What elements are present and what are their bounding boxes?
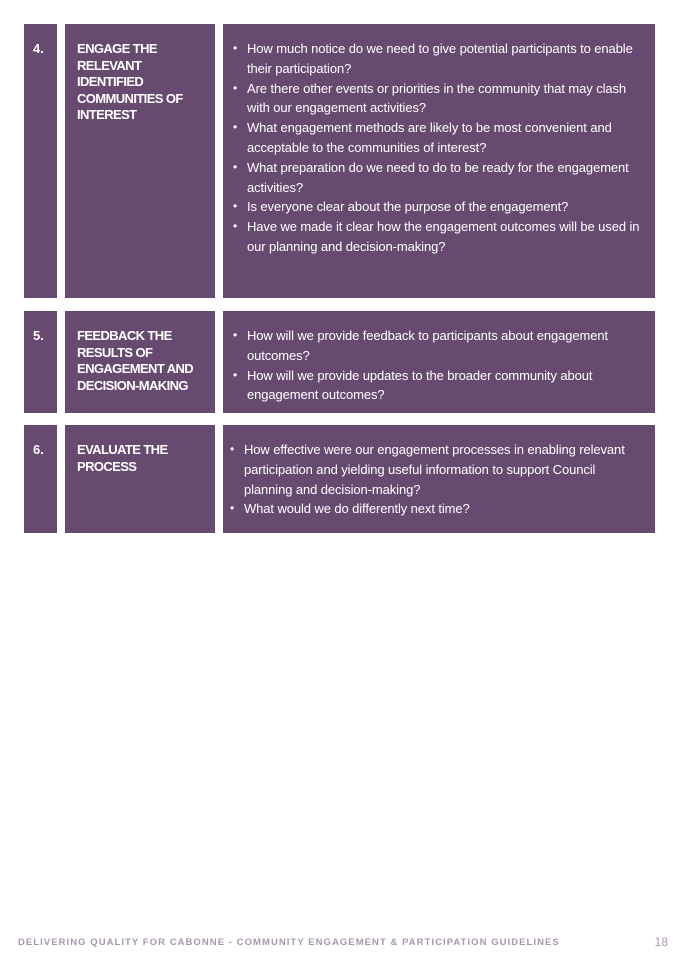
list-item: • Is everyone clear about the purpose of the engagement? (247, 197, 645, 217)
footer-title: DELIVERING QUALITY FOR CABONNE - COMMUNITY ENGAGEMENT & PARTICIPATION GUIDELINES (18, 937, 560, 948)
table-row-6 (24, 425, 655, 533)
step-questions-cell (223, 311, 655, 413)
list-item: • How much notice do we need to give potential participants to enable their participation? (247, 39, 645, 79)
question-list (228, 440, 645, 519)
list-item: • How will we provide updates to the broader community about engagement outcomes? (247, 366, 645, 406)
list-item: • Are there other events or priorities in the community that may clash with our engagement activities? (247, 79, 645, 119)
step-title-cell: FEEDBACK THE RESULTS OF ENGAGEMENT AND DECISION-MAKING (65, 311, 215, 413)
list-item: • What would we do differently next time? (244, 499, 645, 519)
question-list (231, 39, 645, 257)
list-item: • How effective were our engagement processes in enabling relevant participation and yielding useful information to support Council planning and decision-making? (244, 440, 645, 499)
step-questions-cell (223, 425, 655, 533)
step-title-cell: ENGAGE THE RELEVANT IDENTIFIED COMMUNITIES OF INTEREST (65, 24, 215, 298)
question-list (231, 326, 645, 405)
list-item: • Have we made it clear how the engagement outcomes will be used in our planning and decision-making? (247, 217, 645, 257)
step-title-cell: EVALUATE THE PROCESS (65, 425, 215, 533)
list-item: • How will we provide feedback to participants about engagement outcomes? (247, 326, 645, 366)
step-number-cell: 4. (24, 24, 57, 298)
list-item: • What engagement methods are likely to be most convenient and acceptable to the communities of interest? (247, 118, 645, 158)
step-number-cell: 6. (24, 425, 57, 533)
step-questions-cell (223, 24, 655, 298)
table-row-5 (24, 311, 655, 413)
page-number: 18 (654, 935, 668, 949)
step-number-cell: 5. (24, 311, 57, 413)
list-item: • What preparation do we need to do to be ready for the engagement activities? (247, 158, 645, 198)
table-row-4 (24, 24, 655, 298)
